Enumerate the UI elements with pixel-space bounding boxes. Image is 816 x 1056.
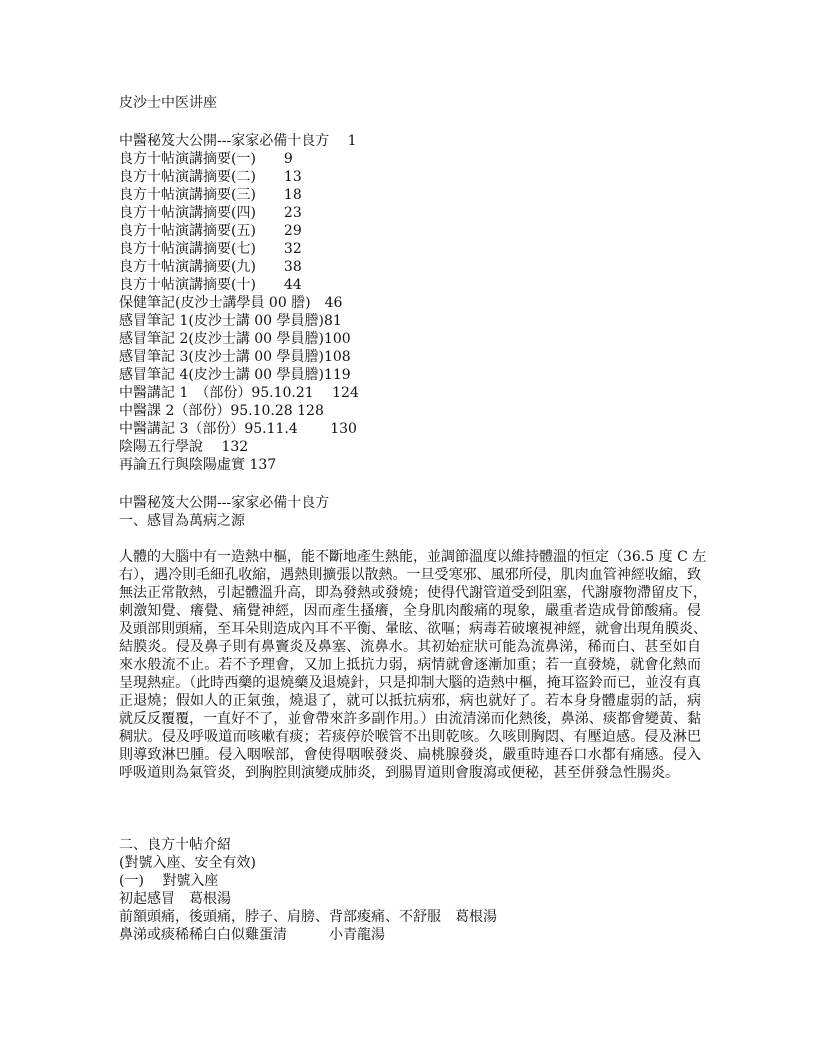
- paragraph-line: 就反反覆覆，一直好不了，並會帶來許多副作用。）由流清涕而化熱後，鼻涕、痰都會變黃、黏: [119, 711, 701, 727]
- section-line: 鼻涕或痰稀稀白白似雞蛋清 小青龍湯: [119, 927, 385, 943]
- toc-entry: 保健筆記(皮沙士講學員 00 謄) 46: [119, 295, 343, 311]
- section-line: 二、良方十帖介紹: [119, 837, 231, 853]
- paragraph-line: 無法正常散熱，引起體溫升高，即為發熱或發燒；使得代謝管道受到阻塞，代謝廢物滯留皮下，: [119, 585, 707, 601]
- section-heading: 中醫秘笈大公開---家家必備十良方: [119, 495, 330, 511]
- paragraph-line: 刺激知覺、癢覺、痛覺神經，因而產生搔癢，全身肌肉酸痛的現象，嚴重者造成骨節酸痛。侵: [119, 603, 701, 619]
- section-2: [119, 836, 497, 944]
- toc-entry: 良方十帖演講摘要(七) 32: [119, 241, 302, 257]
- paragraph-line: 呼吸道則為氣管炎，到胸腔則演變成肺炎，到腸胃道則會腹瀉或便秘，甚至併發急性腸炎。: [119, 765, 679, 781]
- toc-entry: 中醫課 2（部份）95.10.28 128: [119, 403, 324, 419]
- body-paragraph: [119, 548, 707, 782]
- section-line: (對號入座、安全有效): [119, 855, 256, 871]
- toc-entry: 中醫秘笈大公開---家家必備十良方 1: [119, 133, 357, 149]
- toc-entry: 中醫講記 3（部份）95.11.4 130: [119, 421, 357, 437]
- toc-entry: 良方十帖演講摘要(二) 13: [119, 169, 302, 185]
- section-line: (一) 對號入座: [119, 873, 219, 889]
- section-1: [119, 494, 329, 530]
- toc-entry: 良方十帖演講摘要(四) 23: [119, 205, 302, 221]
- section-line: 初起感冒 葛根湯: [119, 891, 231, 907]
- toc-entry: 良方十帖演講摘要(十) 44: [119, 277, 302, 293]
- table-of-contents: [119, 132, 359, 474]
- toc-entry: 感冒筆記 2(皮沙士講 00 學員謄)100: [119, 331, 351, 347]
- toc-entry: 中醫講記 1 （部份）95.10.21 124: [119, 385, 359, 401]
- toc-entry: 良方十帖演講摘要(一) 9: [119, 151, 293, 167]
- paragraph-line: 人體的大腦中有一造熱中樞，能不斷地產生熱能，並調節溫度以維持體溫的恒定（36.5 度 C 左: [119, 549, 707, 565]
- paragraph-line: 稠狀。侵及呼吸道而咳嗽有痰；若痰停於喉管不出則乾咳。久咳則胸悶、有壓迫感。侵及淋巴: [119, 729, 701, 745]
- paragraph-line: 呈現熱症。（此時西藥的退燒藥及退燒針，只是抑制大腦的造熱中樞，掩耳盜鈴而已，並沒有真: [119, 675, 701, 691]
- document-title: 皮沙士中医讲座: [119, 95, 217, 111]
- toc-entry: 再論五行與陰陽虛實 137: [119, 457, 277, 473]
- paragraph-line: 右），遇冷則毛細孔收縮，遇熱則擴張以散熱。一旦受寒邪、風邪所侵，肌肉血管神經收縮，致: [119, 567, 701, 583]
- paragraph-line: 則導致淋巴腫。侵入咽喉部，會使得咽喉發炎、扁桃腺發炎，嚴重時連吞口水都有痛感。侵入: [119, 747, 701, 763]
- toc-entry: 良方十帖演講摘要(三) 18: [119, 187, 302, 203]
- paragraph-line: 結膜炎。侵及鼻子則有鼻竇炎及鼻塞、流鼻水。其初始症狀可能為流鼻涕，稀而白、甚至如自: [119, 639, 701, 655]
- paragraph-line: 及頭部則頭痛，至耳朵則造成內耳不平衡、暈眩、欲嘔；病毒若破壞視神經，就會出現角膜炎、: [119, 621, 707, 637]
- toc-entry: 良方十帖演講摘要(五) 29: [119, 223, 302, 239]
- toc-entry: 感冒筆記 1(皮沙士講 00 學員謄)81: [119, 313, 342, 329]
- paragraph-line: 來水般流不止。若不予理會，又加上抵抗力弱，病情就會逐漸加重；若一直發燒，就會化熱而: [119, 657, 701, 673]
- toc-entry: 陰陽五行學說 132: [119, 439, 249, 455]
- section-subheading: 一、感冒為萬病之源: [119, 513, 245, 529]
- paragraph-line: 正退燒；假如人的正氣強，燒退了，就可以抵抗病邪，病也就好了。若本身身體虛弱的話，病: [119, 693, 701, 709]
- toc-entry: 良方十帖演講摘要(九) 38: [119, 259, 302, 275]
- toc-entry: 感冒筆記 3(皮沙士講 00 學員謄)108: [119, 349, 351, 365]
- toc-entry: 感冒筆記 4(皮沙士講 00 學員謄)119: [119, 367, 351, 383]
- section-line: 前額頭痛，後頭痛，脖子、肩膀、背部痠痛、不舒服 葛根湯: [119, 909, 497, 925]
